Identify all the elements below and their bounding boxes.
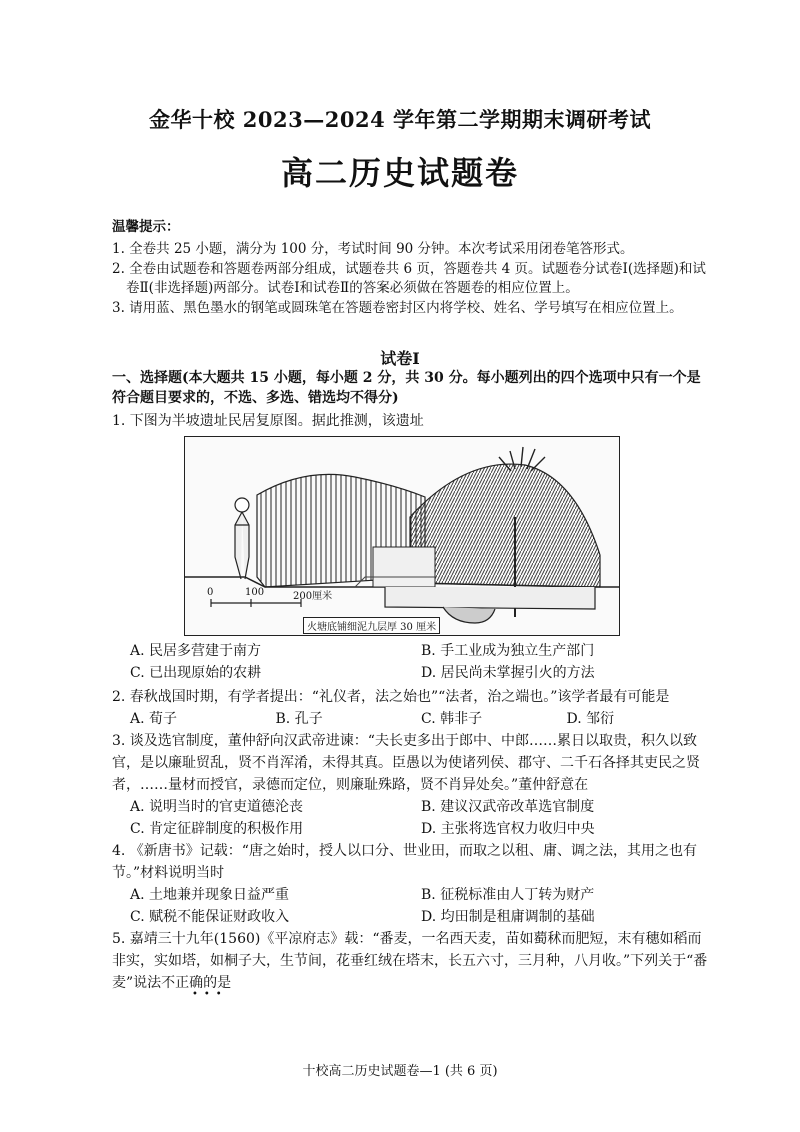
question-stem: 4. 《新唐书》记载：“唐之始时，授人以口分、世业田，而取之以租、庸、调之法，其用之也有节。”材料说明当时 — [112, 843, 697, 881]
exam-title: 金华十校 2023—2024 学年第二学期期末调研考试 — [148, 107, 651, 132]
option-c[interactable]: C. 已出现原始的农耕 — [130, 665, 262, 681]
option-b[interactable]: B. 征税标准由人丁转为财产 — [421, 887, 595, 903]
question-stem: 3. 谈及选官制度，董仲舒向汉武帝进谏：“夫长吏多出于郎中、中郎……累日以取贵，积久以致官，是以廉耻贸乱，贤不肖浑淆，未得其真。臣愚以为使诸列侯、郡守、二千石各择其吏民之贤者，……量材而授官，录德而定位，则廉耻殊路，贤不肖异处矣。”董仲舒意在 — [112, 733, 700, 793]
option-d[interactable]: D. 主张将选官权力收归中央 — [421, 821, 595, 837]
scale-label-200: 200厘米 — [293, 591, 333, 602]
scale-label-0: 0 — [207, 587, 214, 598]
options-row — [112, 708, 712, 730]
question-3 — [112, 730, 712, 840]
question-1-options — [112, 640, 712, 684]
option-d[interactable]: D. 居民尚未掌握引火的方法 — [421, 665, 595, 681]
scale-label-100: 100 — [245, 587, 265, 598]
option-d[interactable]: D. 邹衍 — [566, 711, 615, 727]
instructions-box — [112, 218, 712, 319]
note-item: 1. 全卷共 25 小题，满分为 100 分，考试时间 90 分钟。本次考试采用闭卷笔答形式。 — [112, 241, 634, 257]
option-a[interactable]: A. 民居多营建于南方 — [130, 643, 262, 659]
options-grid — [112, 884, 712, 928]
option-c[interactable]: C. 赋税不能保证财政收入 — [130, 909, 290, 925]
question-stem: 5. 嘉靖三十九年(1560)《平凉府志》载：“番麦，一名西天麦，苗如薥秫而肥短，末有穗如稻而非实，实如塔，如桐子大，生节间，花垂红绒在塔末，长五六寸，三月种，八月收。”下列关于“番麦”说法不正确的是 — [112, 931, 708, 991]
option-a[interactable]: A. 土地兼并现象日益严重 — [130, 887, 290, 903]
page-footer: 十校高二历史试题卷—1 (共 6 页) — [302, 1064, 498, 1079]
option-b[interactable]: B. 建议汉武帝改革选官制度 — [421, 799, 595, 815]
paper-title: 高二历史试题卷 — [280, 154, 519, 192]
question-stem: 1. 下图为半坡遗址民居复原图。据此推测，该遗址 — [112, 413, 424, 429]
question-4 — [112, 840, 712, 928]
option-b[interactable]: B. 手工业成为独立生产部门 — [421, 643, 595, 659]
banpo-house-figure — [184, 436, 620, 636]
option-a[interactable]: A. 荀子 — [130, 711, 178, 727]
emphasis-dots: ••• — [192, 989, 228, 1000]
option-b[interactable]: B. 孔子 — [275, 711, 323, 727]
option-c[interactable]: C. 肯定征辟制度的积极作用 — [130, 821, 304, 837]
note-item: 3. 请用蓝、黑色墨水的钢笔或圆珠笔在答题卷密封区内将学校、姓名、学号填写在相应位置上。 — [112, 300, 683, 316]
note-item: 2. 全卷由试题卷和答题卷两部分组成，试题卷共 6 页，答题卷共 4 页。试题卷分试卷Ⅰ(选择题)和试卷Ⅱ(非选择题)两部分。试卷Ⅰ和试卷Ⅱ的答案必须做在答题卷的相应位置上。 — [112, 261, 706, 296]
question-stem: 2. 春秋战国时期，有学者提出：“礼仪者，法之始也”“法者，治之端也。”该学者最有可能是 — [112, 689, 670, 705]
question-5 — [112, 928, 712, 994]
option-a[interactable]: A. 说明当时的官吏道德沦丧 — [130, 799, 304, 815]
options-grid — [112, 640, 712, 684]
notes-heading: 温馨提示： — [112, 219, 180, 235]
question-1-stem-block — [112, 410, 712, 432]
options-grid — [112, 796, 712, 840]
figure-caption: 火塘底铺细泥九层厚 30 厘米 — [303, 617, 440, 634]
section-instruction: 一、选择题(本大题共 15 小题，每小题 2 分，共 30 分。每小题列出的四个选项中只有一个是符合题目要求的，不选、多选、错选均不得分) — [112, 370, 701, 406]
house-illustration — [185, 437, 619, 635]
section-title: 试卷Ⅰ — [380, 349, 420, 368]
question-2 — [112, 686, 712, 730]
option-d[interactable]: D. 均田制是租庸调制的基础 — [421, 909, 595, 925]
option-c[interactable]: C. 韩非子 — [421, 711, 483, 727]
